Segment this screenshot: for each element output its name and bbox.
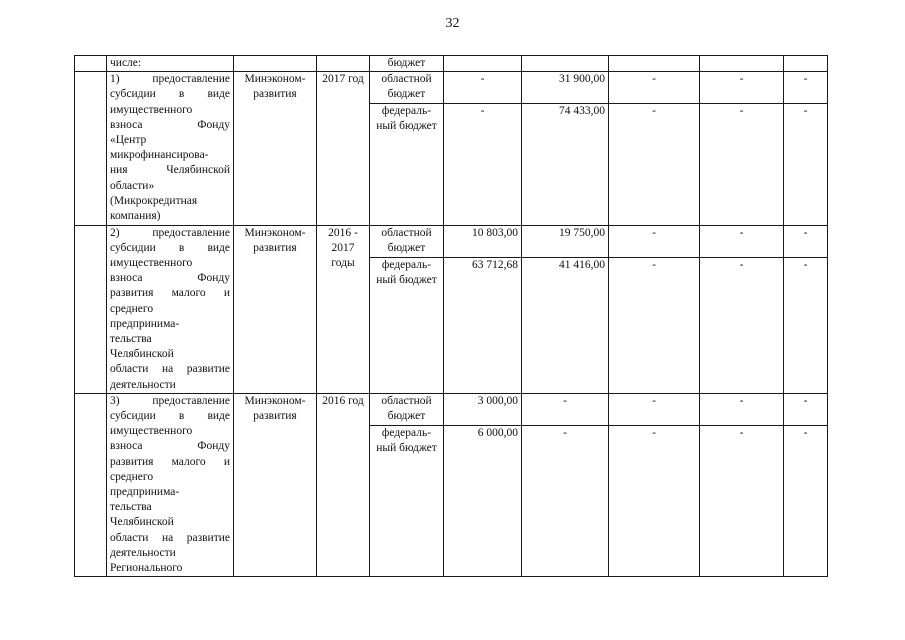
value-2017: - — [522, 393, 609, 425]
description-line: компания) — [110, 210, 161, 223]
value-2017: 74 433,00 — [522, 103, 609, 225]
description-line: 3) предоставление — [110, 394, 230, 407]
value-2018: - — [609, 257, 700, 393]
value-2017: - — [522, 425, 609, 577]
value-2016: 3 000,00 — [444, 393, 522, 425]
value-2018: - — [609, 103, 700, 225]
value-2020: - — [784, 425, 828, 577]
description-line: ния Челябинской — [110, 164, 230, 177]
table-row-continuation — [75, 56, 828, 72]
row-number-cell — [75, 225, 107, 393]
value-2020: - — [784, 72, 828, 103]
description-line: «Центр — [110, 134, 147, 147]
value-2018: - — [609, 425, 700, 577]
funding-source: федераль-ный бюджет — [370, 257, 444, 393]
description-line: тельства — [110, 501, 152, 514]
value-2019 — [700, 56, 784, 72]
description-line: взноса Фонду — [110, 440, 230, 453]
description-line: предпринима- — [110, 317, 180, 330]
value-2018: - — [609, 393, 700, 425]
description-line: Челябинской — [110, 516, 174, 529]
table-row-measure-3 — [75, 393, 828, 425]
period: 2017 год — [317, 72, 370, 225]
funding-source: областной бюджет — [370, 393, 444, 425]
description-line: (Микрокредитная — [110, 194, 198, 207]
value-2017 — [522, 56, 609, 72]
value-2020: - — [784, 393, 828, 425]
value-2018: - — [609, 225, 700, 257]
funding-source: областной бюджет — [370, 72, 444, 103]
program-budget-table — [74, 55, 828, 577]
value-2019: - — [700, 72, 784, 103]
row-number-cell — [75, 72, 107, 225]
value-2020: - — [784, 103, 828, 225]
table-row-measure-1 — [75, 72, 828, 103]
value-2019: - — [700, 103, 784, 225]
period: 2016 - 2017 годы — [317, 225, 370, 393]
funding-source: областной бюджет — [370, 225, 444, 257]
value-2016: 6 000,00 — [444, 425, 522, 577]
value-2020: - — [784, 225, 828, 257]
value-2019: - — [700, 393, 784, 425]
funding-source: федераль-ный бюджет — [370, 103, 444, 225]
description-line: среднего — [110, 470, 154, 483]
description-line: 1) предоставление — [110, 73, 230, 86]
value-2017: 41 416,00 — [522, 257, 609, 393]
description-line: субсидии в виде — [110, 410, 230, 423]
description-line: деятельности — [110, 546, 176, 559]
executor: Минэконом-развития — [234, 72, 317, 225]
description-line: среднего — [110, 302, 154, 315]
value-2018 — [609, 56, 700, 72]
description-line: имущественного — [110, 103, 193, 116]
funding-source: бюджет — [370, 56, 444, 72]
description-line: деятельности — [110, 378, 176, 391]
executor: Минэконом-развития — [234, 225, 317, 393]
table-row-measure-2 — [75, 225, 828, 257]
measure-description — [107, 393, 234, 576]
value-2020 — [784, 56, 828, 72]
description-line: имущественного — [110, 257, 193, 270]
description-line: развития малого и — [110, 455, 230, 468]
period: 2016 год — [317, 393, 370, 576]
funding-source: федераль-ный бюджет — [370, 425, 444, 577]
description-line: взноса Фонду — [110, 118, 230, 131]
value-2016: - — [444, 72, 522, 103]
measure-description: числе: — [107, 56, 234, 72]
value-2016: 10 803,00 — [444, 225, 522, 257]
description-line: области на развитие — [110, 531, 230, 544]
executor: Минэконом-развития — [234, 393, 317, 576]
value-2019: - — [700, 225, 784, 257]
value-2018: - — [609, 72, 700, 103]
description-line: области» — [110, 179, 155, 192]
value-2016 — [444, 56, 522, 72]
value-2016: 63 712,68 — [444, 257, 522, 393]
description-line: 2) предоставление — [110, 226, 230, 239]
value-2017: 19 750,00 — [522, 225, 609, 257]
value-2017: 31 900,00 — [522, 72, 609, 103]
measure-description — [107, 72, 234, 225]
value-2019: - — [700, 425, 784, 577]
description-line: области на развитие — [110, 363, 230, 376]
description-line: Челябинской — [110, 348, 174, 361]
description-line: Регионального — [110, 562, 183, 575]
description-line: предпринима- — [110, 486, 180, 499]
executor-cell — [234, 56, 317, 72]
description-line: имущественного — [110, 425, 193, 438]
measure-description — [107, 225, 234, 393]
description-line: взноса Фонду — [110, 272, 230, 285]
description-line: субсидии в виде — [110, 241, 230, 254]
value-2019: - — [700, 257, 784, 393]
period-cell — [317, 56, 370, 72]
description-line: развития малого и — [110, 287, 230, 300]
row-number-cell — [75, 393, 107, 576]
description-line: тельства — [110, 333, 152, 346]
description-line: микрофинансирова- — [110, 149, 209, 162]
page-number: 32 — [445, 16, 460, 31]
value-2020: - — [784, 257, 828, 393]
description-line: субсидии в виде — [110, 88, 230, 101]
row-number-cell — [75, 56, 107, 72]
value-2016: - — [444, 103, 522, 225]
